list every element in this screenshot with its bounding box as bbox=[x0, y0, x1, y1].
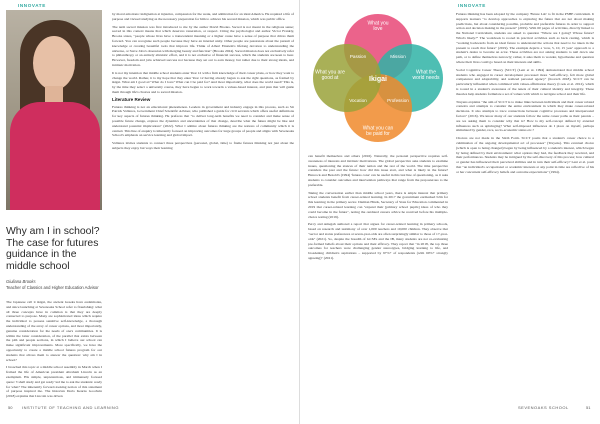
ikigai-overlap-mission: Mission bbox=[390, 54, 406, 59]
paragraph: by moral emotions: indignation at injustice, compassion for the weak, and admiration for an ideal America. He required a life of purpose and viewed studying as the necessary preparation for him to achieve his second mission, which was public office. bbox=[112, 12, 294, 21]
paragraph: I broached this topic at a middle school assembly in March when I framed the life of American president Abraham Lincoln as an exemplum. His simple, unpretentious, and immensely focused quote: 'I shall study and get ready' led me to ask the students: ready for what? The inherently forward-looking notion of this statement of purpose inspired me. The historian Doris Kearns Goodwin (2018) explains that Lincoln was driven bbox=[6, 365, 102, 399]
ikigai-label-line: What you are bbox=[315, 69, 345, 76]
ikigai-label-line: What the bbox=[415, 69, 437, 76]
ikigai-svg bbox=[308, 6, 448, 150]
photo-shirt bbox=[10, 102, 100, 210]
body-column-2 bbox=[112, 12, 294, 402]
ikigai-overlap-profession: Profession bbox=[387, 98, 409, 103]
section-heading: Literature Review bbox=[112, 96, 151, 102]
section-tag: INNOVATE bbox=[18, 3, 46, 8]
ikigai-label-line: be paid for bbox=[366, 130, 390, 137]
section-tag: INNOVATE bbox=[458, 3, 486, 8]
author-role: Teacher of Classics and Higher Education Advisor bbox=[6, 284, 99, 290]
paragraph: The term sacred mission was first introduced to me by the author David Brooks. Sacred is not meant in the religious sense; sacred in this context means that which deserves veneration, or respect. Citing the psychologist and author Victor Frankly, Brooks states, "people whose lives have a transcendent meaning or a higher cause have a sense of purpose that drives them forward. You can recognise such people because they have an internal unity. Other people are passionate about the pursuit of knowledge or creating beautiful tools that improve life. Think of Albert Einstein's lifelong devotion to understanding the universe, or Steve Jobs's obsession with merging beauty and function" (Brooks 2024). Sacred mission does not exclusively refer to philanthropy or an entirely altruistic effort, and it is not exclusive of financial success, which the students are keen to hear. However, freedom and jobs achieved success not because they set out to earn money, but rather due to their strong ideals, and intrinsic motivation. bbox=[112, 24, 294, 67]
paragraph: Futures thinking has been adopted by the company 'Future Lab' to fit in the PSHE curriculum. It supports learners "to develop approaches to exploring the future that are not about making predictions, but about considering possible, probable and preferable futures in order to support action and decision making in the present" (2019). With 60 pages of activities, directly linked to the National Curriculum, students are asked to question "Where are I going? Whose future? What's likely?" The workbook is rooted in practical activities such as back casting, which is "working backwards from an ideal future to understand the actions that need to be taken in the present to reach that future" (2019). The example depicts a 'now, 5, 10, 15 year' approach to a student's desire to become an actor. These activities are not asking students to nail down one path, or to define themselves narrowly; rather, it asks them to wonder, hypothesise and question where their lives could go based on their interests and skills. bbox=[456, 12, 594, 64]
paragraph: The Japanese call it ikigai, the ancient Greeks have eudaimonia, and since launching at Sevenoaks School refer to flourishing: what all three concepts have in common is that they are deeply connected to purpose. Many are sophisticated ideas which require the individual to possess sensitive self-knowledge, a thorough understanding of the array of career options, and most importantly, genuine consideration for the needs of one's communities. It is within the latter consideration, of the parallel that exists between the pith and people sections, in which I believe our school can make significant improvements. More specifically, we have the opportunity to create a middle school futures program for our students that allows them to answer the question: why am I in school? bbox=[6, 300, 102, 362]
ikigai-label-line: world needs bbox=[412, 74, 440, 81]
author-photo bbox=[6, 10, 102, 210]
paragraph: Vallance invites students to connect three perspectives (personal, global, time) to frame futures thinking not just about the subjects they enjoy but ways their learning bbox=[112, 141, 294, 150]
ikigai-label-line: good at bbox=[321, 74, 339, 81]
photo-face bbox=[33, 36, 75, 90]
page-number: 51 bbox=[586, 405, 591, 410]
ikigai-label-world-needs bbox=[413, 69, 440, 80]
paragraph: can benefit themselves and others (2016). Naturally, the personal perspective requires self-awareness of interests and intrinsic motivations. The global perspective asks students to examine issues, questioning the stances of their nation and the rest of the world. The time perspective considers the past and the future: how did this issue start, and what is likely in the future? Hancock and Bezold's (1994) 'futures cone' can be useful in this last line of questioning, as it asks students to consider outcomes and intervention pathways that range from the preposterous to the preferable. bbox=[308, 154, 448, 187]
author-byline bbox=[6, 279, 102, 290]
page-footer: INSTITUTE OF TEACHING AND LEARNING bbox=[22, 405, 119, 410]
paragraph: Futures thinking is not an educational phenomenon. Leaders in government and industry engage in this process, such as Sir Patrick Vallance, Government Chief Scientific Adviser, who published a guide for civil servants which offers useful definitions for key aspects of futures thinking. He prefaces that "to deliver long-term benefits we need to consider and make sense of possible future change, explore the dynamics and uncertainties of that change, describe what the future might be like and understand potential implications" (2022). What I admire about futures thinking are the notions of community which it is centred. This line of enquiry is inherently focused on improving outcomes for large groups of people and aligns with Sevenoaks School's emphasis on service learning and global impact. bbox=[112, 104, 294, 138]
ikigai-label-line: What you can bbox=[362, 125, 394, 132]
body-column-1 bbox=[6, 300, 102, 400]
paragraph: Taking the conversation earlier than middle school years, there is ample interest that primary school students benefit from career-related learning. In 2017 the government earmarked £2m for this learning in the primary sector. Damian Hinds, Secretary of State for Education commented in 2019 that career-related learning can "expand their [primary school pupils] ideas of who they could become in the future", noting the outdated careers advice he received before his multiple-choice testing (2019). bbox=[308, 190, 448, 219]
ikigai-center-label: Ikigai bbox=[369, 76, 387, 83]
ikigai-label-paid-for bbox=[363, 125, 394, 136]
ikigai-overlap-passion: Passion bbox=[349, 54, 367, 59]
page-number: 50 bbox=[8, 405, 13, 410]
page-footer: SEVENOAKS SCHOOL bbox=[518, 405, 569, 410]
ikigai-diagram bbox=[308, 6, 448, 150]
ikigai-label-line: What you bbox=[367, 20, 389, 27]
article-headline: Why am I in school? The case for futures guidance in the middle school bbox=[6, 226, 100, 272]
paragraph: Percy and Amegah authored a report that argues for career-related learning in primary schools, based on research and testimony of over 1,000 teachers and 10,000 children. They observe that "sector and status preferences at seven-year-olds are often surprisingly similar to those of 17-year-olds" (2021). So, despite the breadth of GCSEs and the IB, many students are not re-evaluating pre-formed beliefs about their options and their efficacy. They report that "in 2018, the top three outcomes for teachers were challenging gender stereotypes, bridging learning to life, and broadening children's aspirations – supported by 97%+ of respondents (with 60%+ strongly agreeing)" (2021). bbox=[308, 222, 448, 260]
author-name: Giuliana Brooks bbox=[6, 279, 36, 284]
body-column-4 bbox=[456, 12, 594, 402]
right-page bbox=[300, 0, 600, 424]
ikigai-overlap-vocation: Vocation bbox=[349, 98, 367, 103]
paragraph: Choices are not made in the Sixth Form. SCCT posits that a student's career choice is a culmination of the ongoing developmental act of processes" (Truyens). This eventual choice (which is open to being changed) began by being influenced by a student's interest, which began by being defined by their environment: what options they had, the feedback they received, and their performances. Students may be intrigued by the self-discovery of this process; how cultural or gender has influenced their perceived abilities and in turn their self-efficacy? Lent et al. posit that "an individual's occupational or academic interests at any point in time are reflective of his or her concurrent self-efficacy beliefs and outcome expectations" (1994). bbox=[456, 136, 594, 174]
paragraph: It is not my intention that middle school students enter Year 12 with a firm knowledge of their career plans, or how they want to change the world. Rather, it is my hope that they enter Year 12 having already begun to ask the right questions, as framed by ikigai. What am I good at? What do I love? What can I be paid for? And most importantly, what does the world need? This is, by the time they select a university course, they have begun to work towards a values-based interest, and plan that will guide them through life's choices and to sacred mission. bbox=[112, 70, 294, 94]
paragraph: Social Cognitive Career Theory (SCCT) (Lent et al. 1994) demonstrated that middle school students who engaged in career development processed more "self-efficacy, felt more global competence and adaptability, and realized personal agency" (Kovach 2018). SCCT can be particularly influential when combined with values-affirmation theory (Cook et al. 2012), which is rooted in a student's awareness of the tenets of their cultural identity and integrity. These theories help students formulate a set of values with which to navigate school and their life. bbox=[456, 67, 594, 96]
paragraph: Truyens explains "the aim of SCCT is to make links between individuals and their career related contexts and attempts to consider the entire environment in which they make career-related decisions. It also attempts to trace connections between cognitive processes and interpersonal factors" (2016). We know many of our students follow the same career paths as their parents – are we asking them to consider why that is? How is my self-concept defined by external influences such as upbringing? What self-imposed influences do I place on myself, perhaps stimulated by gender, race, socio-economic status etc.? bbox=[456, 99, 594, 133]
ikigai-label-line: love bbox=[373, 25, 383, 32]
body-column-3 bbox=[308, 154, 448, 402]
